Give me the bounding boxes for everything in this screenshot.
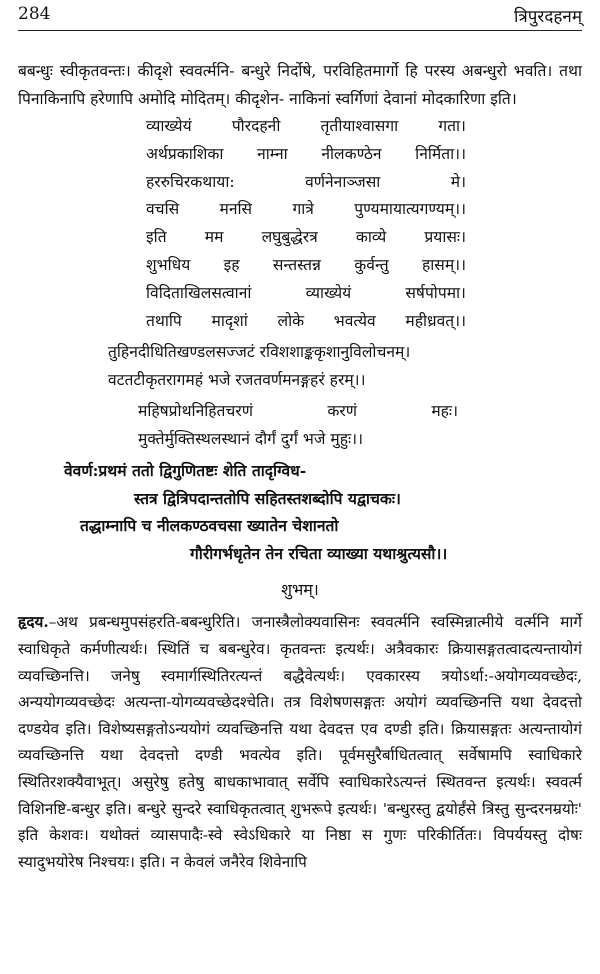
commentary-label: हृदय. xyxy=(18,613,49,632)
closing-word: शुभम्। xyxy=(281,580,319,600)
verse-block xyxy=(146,113,466,335)
page-body xyxy=(18,58,582,875)
stanza-line: महिषप्रोथनिहितचरणं करणं महः। xyxy=(138,402,458,421)
colophon-line: स्तत्र द्वित्रिपदान्ततोपि सहितस्तशब्दोपि यद्वाचकः। xyxy=(134,488,401,508)
verse-line: वचसि मनसि गात्रे पुण्यमायात्यगण्यम्।। xyxy=(146,200,466,219)
verse-line: तथापि मादृशां लोके भवत्येव महीध्रवत्।। xyxy=(146,311,466,330)
verse-line: हररुचिरकथाया: वर्णनेनाञ्जसा मे। xyxy=(146,172,466,191)
verse-line: अर्थप्रकाशिका नाम्ना नीलकण्ठेन निर्मिता।। xyxy=(146,144,466,163)
stanza-line: तुहिनदीधितिखण्डलसज्जटं रविशशाङ्ककृशानुविलोचनम्। xyxy=(108,343,411,362)
verse-line: इति मम लघुबुद्धेरत्र काव्ये प्रयासः। xyxy=(146,228,466,247)
verse-line: व्याख्येयं पौरदहनी तृतीयाश्वासगा गता। xyxy=(146,117,466,135)
colophon-line: गौरीगर्भधृतेन तेन रचिता व्याख्या यथाश्रुत्यसौ।। xyxy=(190,543,448,563)
stanza-b xyxy=(108,398,582,453)
commentary-text: –अथ प्रबन्धमुपसंहरति-बबन्धुरिति। जनास्त्रैलोक्यवासिनः स्ववर्त्मनि स्वस्मिन्नात्मीये वर्त्मनि मार्गे स्वाधिकृते कर्मणीत्यर्थः। स्थितिं च बबन्धुरेव। कृतवन्तः इत्यर्थः। अत्रैवकारः क्रियासङ्गतत्वादत्यन्तायोगं व्यवच्छिनत्ति। जनेषु स्वमार्गस्थितिरत्यन्तं बद्धैवेत्यर्थः। एवकारस्य त्रयोऽर्था:-अयोगव्यवच्छेदः, अन्ययोगव्यवच्छेदः अत्यन्ता-योगव्यवच्छेदश्चेति। तत्र विशेषणसङ्गतः अयोगं व्यवच्छिनत्ति यथा देवदत्तो दण्डयेव इति। विशेष्यसङ्गतोऽन्ययोगं व्यवच्छिनत्ति यथा देवदत्त एव दण्डी इति। क्रियासङ्गतः अत्यन्तायोगं व्यवच्छिनत्ति यथा देवदत्तो दण्डी भवत्येव इति। पूर्वमसुरैर्बाधितत्वात् सर्वेषामपि स्वाधिकारे स्थितिरशक्यैवाभूत्। असुरेषु हतेषु बाधकाभावात् सर्वेपि स्वाधिकारेऽत्यन्तं स्थितवन्त इत्यर्थः। स्ववर्त्म विशिनष्टि-बन्धुर इति। बन्धुरे सुन्दरे स्वाधिकृतत्वात् शुभरूपे इत्यर्थः। 'बन्धुरस्तु द्वयोर्हंसे त्रिस्तु सुन्दरनम्रयोः' इति केशवः। यथोक्तं व्यासपादैः-स्वे स्वेऽधिकारे या निष्ठा स गुणः परिकीर्तितः। विपर्ययस्तु दोषः स्यादुभयोरेष निश्चयः। इति। न केवलं जनैरेव शिवेनापि xyxy=(18,613,582,871)
verse-line: विदिताखिलसत्वानां व्याख्येयं सर्षपोपमा। xyxy=(146,283,466,302)
header-rule xyxy=(18,30,582,31)
stanza-line: मुक्तेर्मुक्तिस्थलस्थानं दौर्गं दुर्गं भजे मुहुः।। xyxy=(138,429,363,448)
stanza-line: वटतटीकृतरागमहं भजे रजतवर्णमनङ्गहरं हरम्।। xyxy=(108,370,366,389)
page-header xyxy=(18,4,582,30)
colophon-line: तद्धाम्नापि च नीलकण्ठवचसा ख्यातेन चेशानतो xyxy=(80,516,339,536)
colophon-line: वेवर्ण:प्रथमं ततो द्विगुणितष्टः शेति तादृग्विध- xyxy=(64,461,307,481)
colophon-verse xyxy=(18,457,582,567)
intro-paragraph: बबन्धुः स्वीकृतवन्तः। कीदृशे स्ववर्त्मनि- बन्धुरे निर्दोषे, परविहितमार्गो हि परस्य अबन्धुरो भवति। तथा पिनाकिनापि हरेणापि अमोदि मोदितम्। कीदृशेन- नाकिनां स्वर्गिणां देवानां मोदकारिणा इति। xyxy=(18,62,582,108)
stanza-a xyxy=(108,339,582,394)
page-number: 284 xyxy=(18,4,51,24)
commentary-paragraph xyxy=(18,609,582,875)
running-title: त्रिपुरदहनम् xyxy=(513,7,582,27)
verse-line: शुभधिय इह सन्तस्तन्न कुर्वन्तु हासम्।। xyxy=(146,255,466,274)
